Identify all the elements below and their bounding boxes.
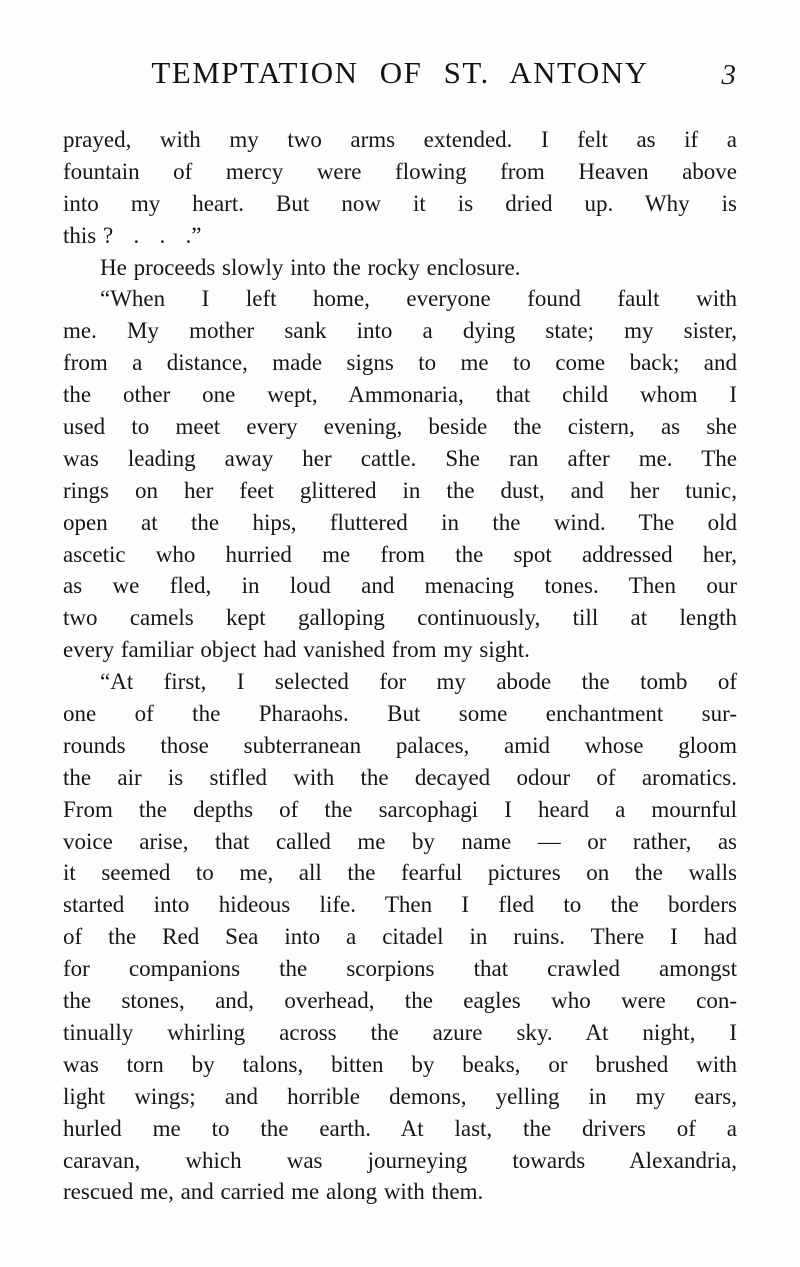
text-line: light wings; and horrible demons, yelling in my ears, [63, 1083, 737, 1109]
body-text [63, 124, 737, 1208]
paragraph [63, 283, 737, 666]
text-line: ascetic who hurried me from the spot addressed her, [63, 541, 737, 567]
text-line: was torn by talons, bitten by beaks, or brushed with [63, 1051, 737, 1077]
text-line: prayed, with my two arms extended. I felt as if a [63, 127, 737, 152]
paragraph [63, 252, 737, 284]
text-line: into my heart. But now it is dried up. Why is [63, 190, 737, 216]
text-line: started into hideous life. Then I fled to the borders [63, 892, 737, 918]
text-line: the stones, and, overhead, the eagles who were con- [63, 988, 737, 1014]
text-line: From the depths of the sarcophagi I heard a mournful [63, 796, 737, 822]
text-line: rings on her feet glittered in the dust, and her tunic, [63, 477, 737, 503]
text-line: caravan, which was journeying towards Alexandria, [63, 1147, 737, 1173]
text-line: the other one wept, Ammonaria, that child whom I [63, 382, 737, 408]
text-line: tinually whirling across the azure sky. At night, I [63, 1019, 737, 1045]
text-line: for companions the scorpions that crawled amongst [63, 956, 737, 982]
text-line: rounds those subterranean palaces, amid whose gloom [63, 732, 737, 758]
text-line: used to meet every evening, beside the cistern, as she [63, 414, 737, 440]
text-line: from a distance, made signs to me to come back; and [63, 350, 737, 376]
text-line: He proceeds slowly into the rocky enclosure. [100, 254, 521, 280]
text-line: rescued me, and carried me along with them. [63, 1179, 484, 1205]
text-line: two camels kept galloping continuously, till at length [63, 605, 737, 631]
page-header [0, 55, 800, 97]
text-line: this ? . . .” [63, 222, 202, 248]
text-line: every familiar object had vanished from my sight. [63, 637, 530, 663]
text-line: the air is stifled with the decayed odour of aromatics. [63, 764, 737, 790]
text-line: “When I left home, everyone found fault with [100, 286, 737, 312]
page-number: 3 [721, 59, 736, 91]
running-title: TEMPTATION OF ST. ANTONY [151, 55, 649, 90]
text-line: of the Red Sea into a citadel in ruins. There I had [63, 924, 737, 950]
paragraph [63, 124, 737, 252]
text-line: one of the Pharaohs. But some enchantment sur- [63, 701, 737, 727]
paragraph [63, 666, 737, 1208]
text-line: was leading away her cattle. She ran after me. The [63, 445, 737, 471]
text-line: hurled me to the earth. At last, the drivers of a [63, 1115, 737, 1141]
text-line: open at the hips, fluttered in the wind. The old [63, 509, 737, 535]
text-line: “At first, I selected for my abode the tomb of [100, 669, 737, 695]
text-line: me. My mother sank into a dying state; my sister, [63, 318, 737, 344]
text-line: voice arise, that called me by name — or rather, as [63, 828, 737, 854]
text-line: it seemed to me, all the fearful pictures on the walls [63, 860, 737, 886]
text-line: fountain of mercy were flowing from Heaven above [63, 158, 737, 184]
text-line: as we fled, in loud and menacing tones. Then our [63, 573, 737, 599]
